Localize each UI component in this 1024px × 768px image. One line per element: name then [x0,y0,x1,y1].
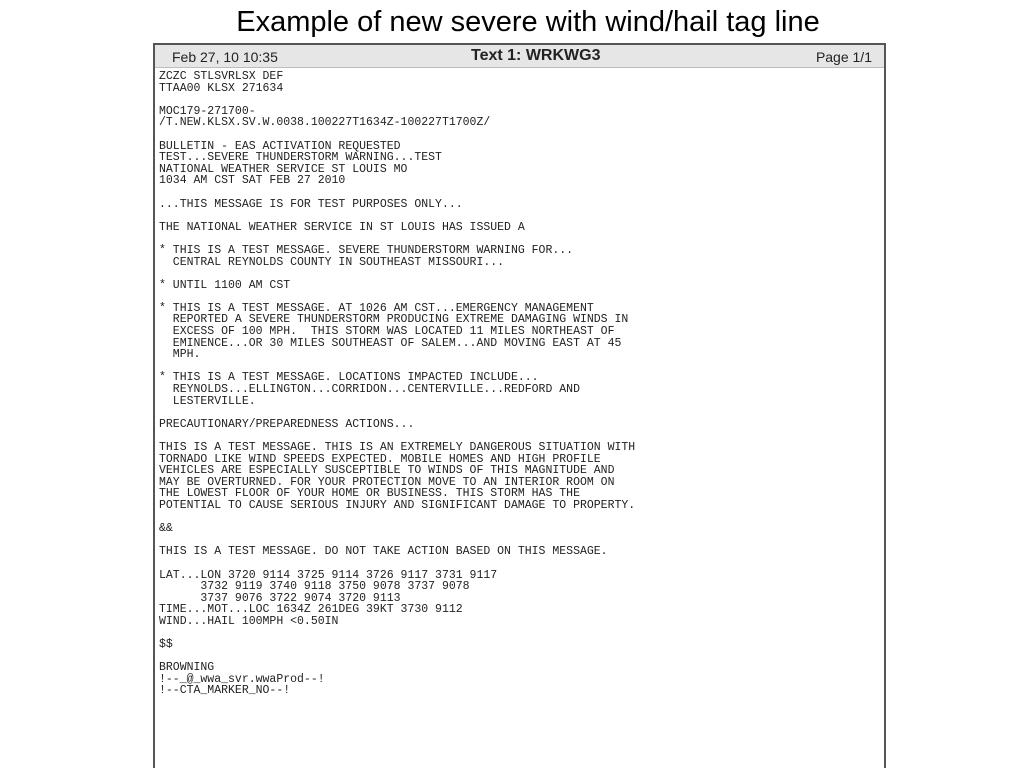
bulletin-line: EXCESS OF 100 MPH. THIS STORM WAS LOCATED 11 MILES NORTHEAST OF [159,325,615,339]
bulletin-line: 3732 9119 3740 9118 3750 9078 3737 9078 [159,580,470,594]
bulletin-line: REYNOLDS...ELLINGTON...CORRIDON...CENTERVILLE...REDFORD AND [159,383,580,397]
bulletin-line: TTAA00 KLSX 271634 [159,81,284,95]
bulletin-line: MPH. [159,348,201,362]
bulletin-line [159,512,635,524]
bulletin-line: TEST...SEVERE THUNDERSTORM WARNING...TEST [159,151,442,165]
bulletin-line: THE LOWEST FLOOR OF YOUR HOME OR BUSINESS. THIS STORM HAS THE [159,487,580,501]
bulletin-line: CENTRAL REYNOLDS COUNTY IN SOUTHEAST MISSOURI... [159,255,505,269]
document-header [155,45,884,68]
bulletin-line: 3737 9076 3722 9074 3720 9113 [159,591,401,605]
bulletin-line: $$ [159,638,173,652]
bulletin-line: ...THIS MESSAGE IS FOR TEST PURPOSES ONLY... [159,197,463,211]
bulletin-line: MOC179-271700- [159,104,256,118]
document-page [153,43,886,768]
bulletin-text [159,71,635,697]
bulletin-line: THIS IS A TEST MESSAGE. THIS IS AN EXTREMELY DANGEROUS SITUATION WITH [159,441,636,454]
bulletin-line: MAY BE OVERTURNED. FOR YOUR PROTECTION MOVE TO AN INTERIOR ROOM ON [159,475,615,489]
bulletin-line: !--_@_wwa_svr.wwaProd--! [159,672,325,686]
bulletin-line [159,210,635,222]
bulletin-line: THE NATIONAL WEATHER SERVICE IN ST LOUIS HAS ISSUED A [159,220,525,234]
bulletin-line [159,651,635,663]
bulletin-line: && [159,522,173,536]
bulletin-line: * UNTIL 1100 AM CST [159,278,291,292]
bulletin-line: * THIS IS A TEST MESSAGE. LOCATIONS IMPACTED INCLUDE... [159,371,539,385]
bulletin-line: THIS IS A TEST MESSAGE. DO NOT TAKE ACTION BASED ON THIS MESSAGE. [159,545,608,559]
bulletin-line [159,558,635,570]
header-page-label: Page 1/1 [815,49,872,65]
bulletin-line: TIME...MOT...LOC 1634Z 261DEG 39KT 3730 9112 [159,603,463,617]
bulletin-line: POTENTIAL TO CAUSE SERIOUS INJURY AND SIGNIFICANT DAMAGE TO PROPERTY. [159,498,636,512]
bulletin-line: LESTERVILLE. [159,394,256,408]
bulletin-line: REPORTED A SEVERE THUNDERSTORM PRODUCING EXTREME DAMAGING WINDS IN [159,313,629,327]
slide-title: Example of new severe with wind/hail tag line [236,6,820,38]
bulletin-line [159,187,635,199]
header-product-title: Text 1: WRKWG3 [471,47,601,64]
bulletin-line: BROWNING [159,661,215,675]
bulletin-line: EMINENCE...OR 30 MILES SOUTHEAST OF SALEM...AND MOVING EAST AT 45 [159,336,622,350]
bulletin-line: NATIONAL WEATHER SERVICE ST LOUIS MO [159,162,408,176]
bulletin-line: /T.NEW.KLSX.SV.W.0038.100227T1634Z-100227T1700Z/ [159,116,491,130]
bulletin-line: ZCZC STLSVRLSX DEF [159,70,284,83]
bulletin-line: !--CTA_MARKER_NO--! [159,684,291,698]
bulletin-line: * THIS IS A TEST MESSAGE. AT 1026 AM CST...EMERGENCY MANAGEMENT [159,301,594,315]
bulletin-line: 1034 AM CST SAT FEB 27 2010 [159,174,346,188]
bulletin-line: PRECAUTIONARY/PREPAREDNESS ACTIONS... [159,417,415,431]
bulletin-line [159,268,635,280]
bulletin-line: * THIS IS A TEST MESSAGE. SEVERE THUNDERSTORM WARNING FOR... [159,243,574,257]
bulletin-line: TORNADO LIKE WIND SPEEDS EXPECTED. MOBILE HOMES AND HIGH PROFILE [159,452,601,466]
bulletin-line: BULLETIN - EAS ACTIVATION REQUESTED [159,139,401,153]
bulletin-line [159,628,635,640]
bulletin-line: VEHICLES ARE ESPECIALLY SUSCEPTIBLE TO WINDS OF THIS MAGNITUDE AND [159,464,615,478]
bulletin-line: LAT...LON 3720 9114 3725 9114 3726 9117 3731 9117 [159,568,498,582]
header-datetime: Feb 27, 10 10:35 [172,49,278,65]
bulletin-line [159,129,635,141]
bulletin-line: WIND...HAIL 100MPH <0.50IN [159,614,339,628]
